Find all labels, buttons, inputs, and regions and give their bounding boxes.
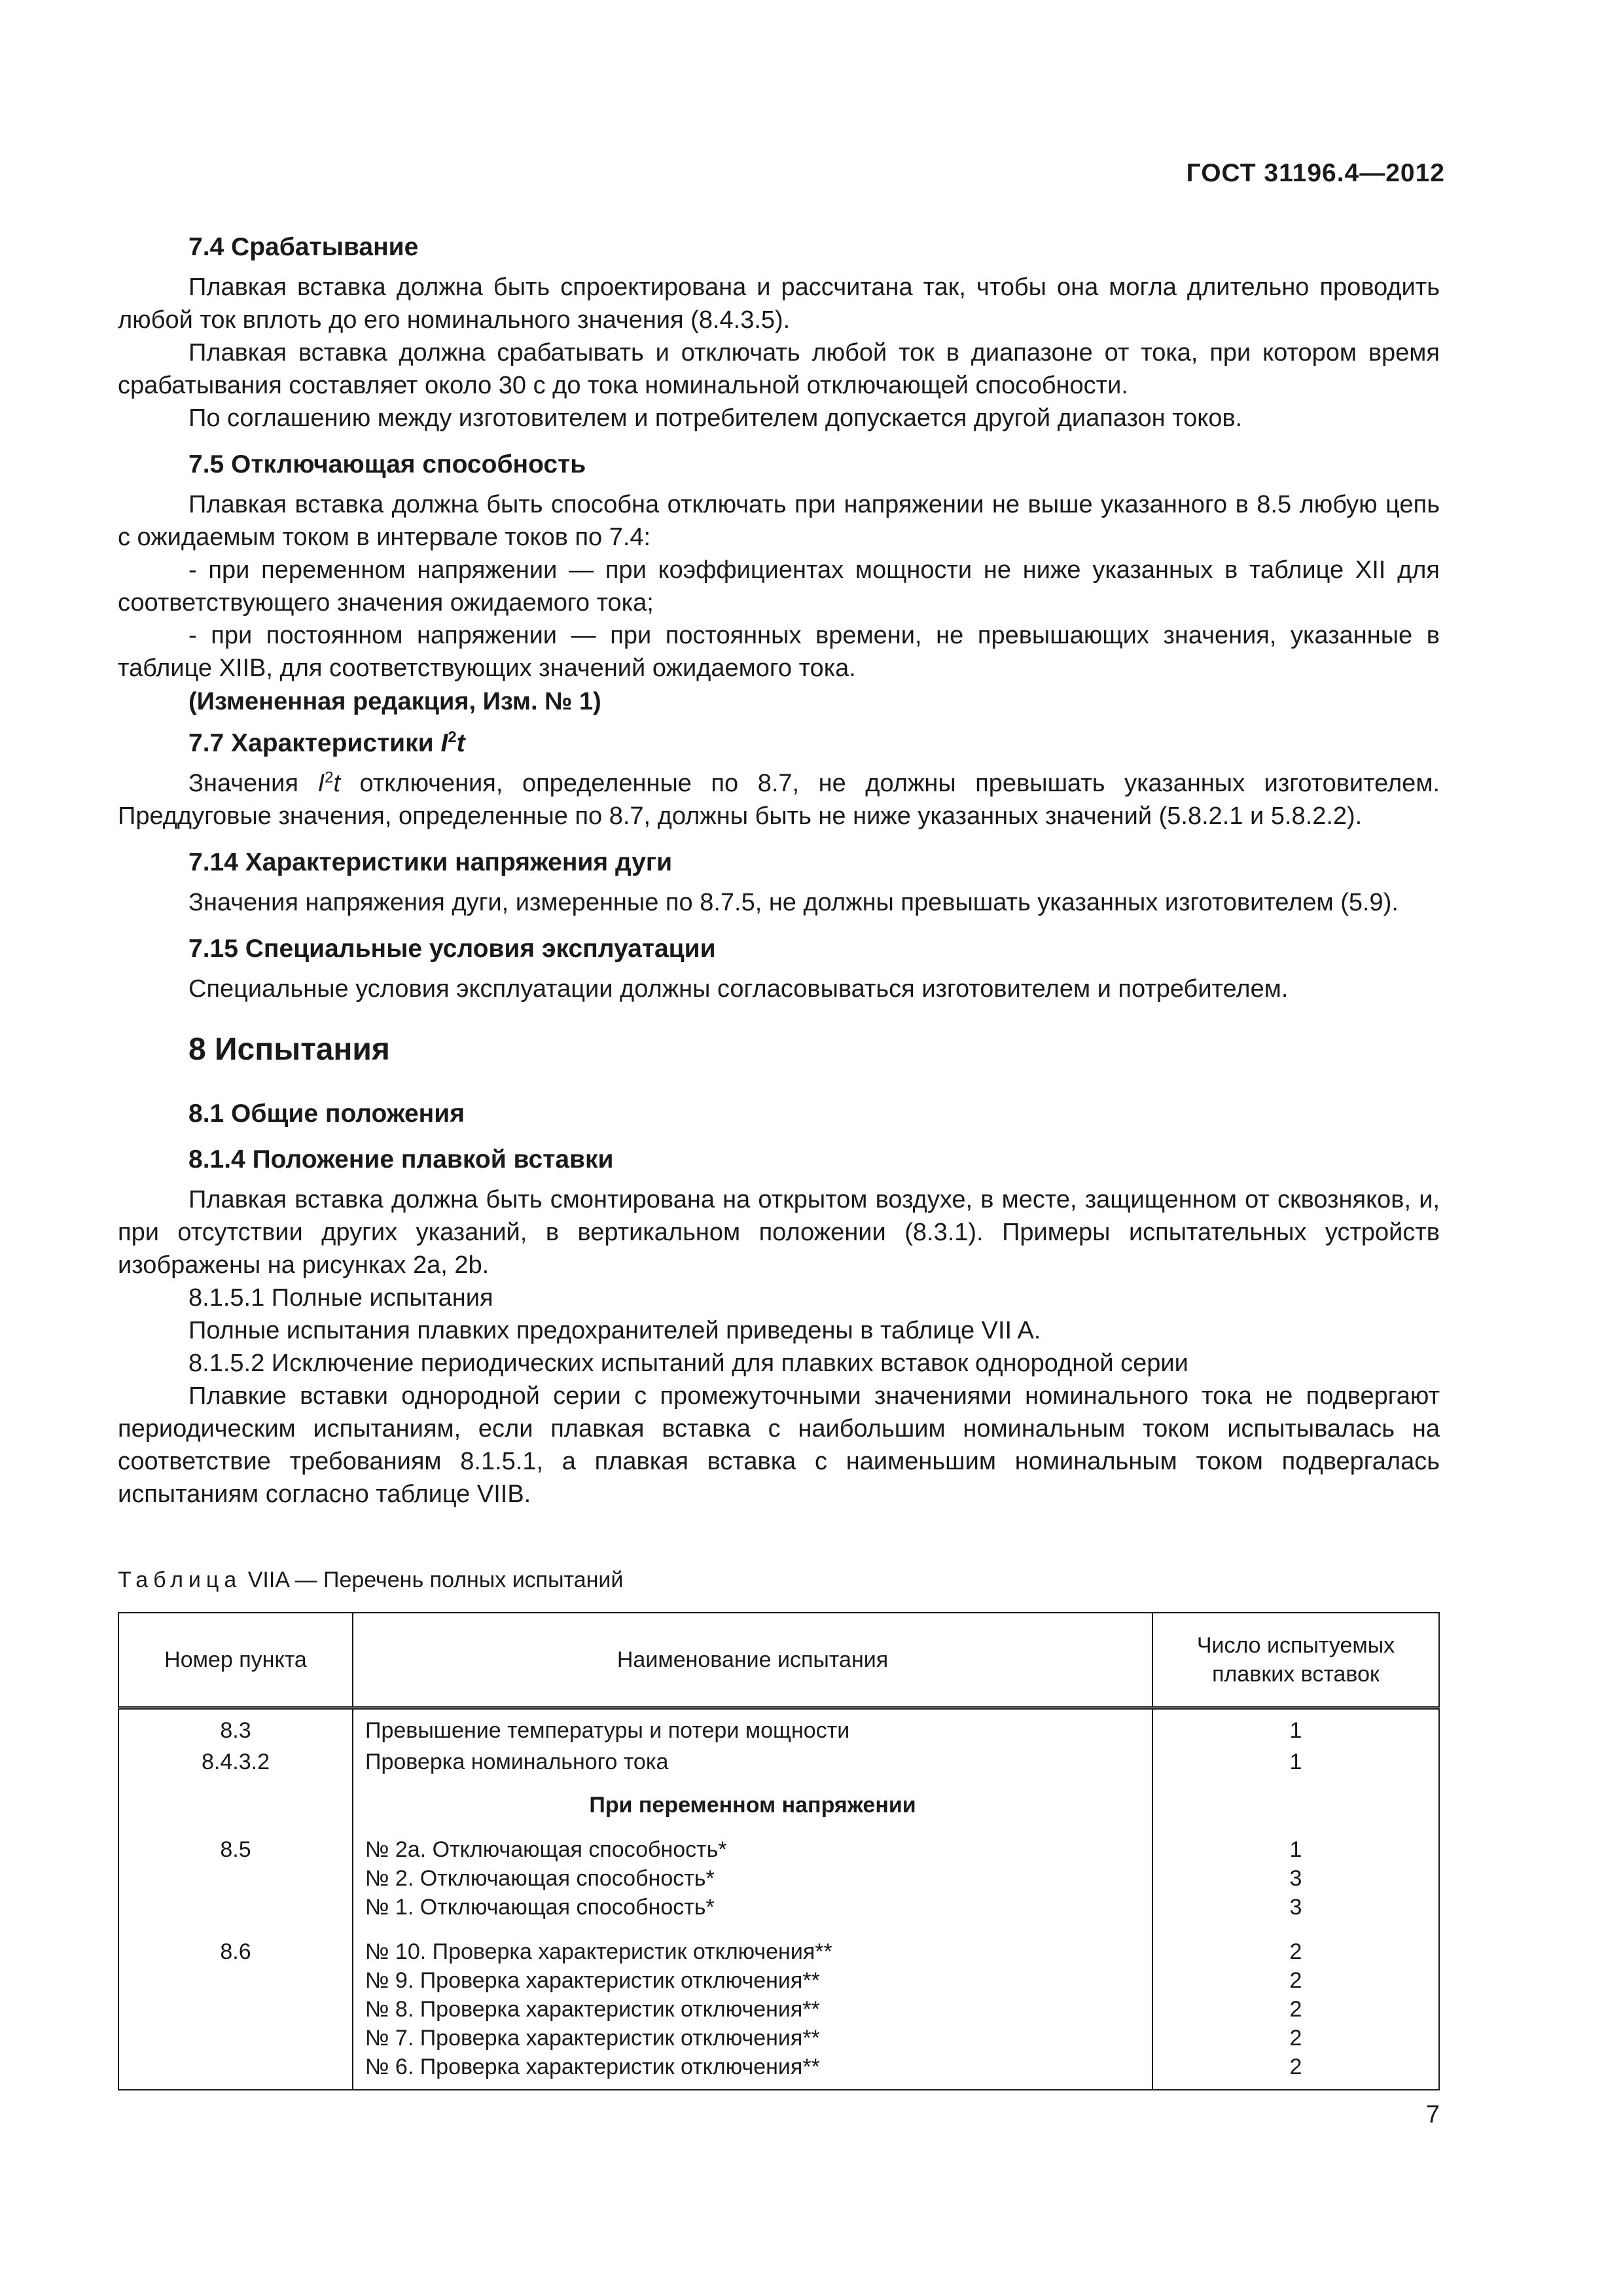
standard-number: ГОСТ 31196.4—2012 [1186,159,1445,187]
section-8-1-5-2-heading: 8.1.5.2 Исключение периодических испытаний для плавких вставок однородной серии [188,1350,1188,1377]
table-row: 8.4.3.2 Проверка номинального тока 1 [118,1746,1439,1778]
section-8-1-5-1-heading: 8.1.5.1 Полные испытания [188,1284,493,1312]
section-8-1-5-1-paragraph: Полные испытания плавких предохранителей приведены в таблице VII A. [188,1317,1041,1344]
table-row: 8.3 Превышение температуры и потери мощности 1 [118,1708,1439,1747]
edit-note: (Измененная редакция, Изм. № 1) [188,688,601,715]
section-7-5-title: 7.5 Отключающая способность [188,450,586,478]
table-subheader-row: При переменном напряжении [118,1778,1439,1834]
table-row-group-8-6: 8.6 № 10. Проверка характеристик отключения** № 9. Проверка характеристик отключения** № 8. Проверка характеристик отключения** № 7. Проверка характеристик отключения** № 6. Проверка характеристик отключения** 2 2 2 2 2 [118,1923,1439,2090]
section-7-4-paragraph-1: Плавкая вставка должна быть спроектирована и рассчитана так, чтобы она могла длительно проводить любой ток вплоть до его номинального значения (8.4.3.5). [118,274,1440,334]
table-caption: Таблица VIIA — Перечень полных испытаний [118,1568,624,1592]
section-7-14-paragraph-1: Значения напряжения дуги, измеренные по 8.7.5, не должны превышать указанных изготовителем (5.9). [188,889,1399,916]
section-7-14-title: 7.14 Характеристики напряжения дуги [188,848,673,876]
document-body [118,229,1440,1511]
section-7-7-paragraph-1: Значения $I^2t$ отключения, определенные по 8.7, не должны превышать указанных изготовителем. Преддуговые значения, определенные по 8.7, должны быть не ниже указанных значений (5.8.2.1 и 5.8.2.2). [118,768,1440,830]
tests-table [118,1612,1440,2090]
section-8-1-4-title: 8.1.4 Положение плавкой вставки [188,1145,614,1174]
section-8-1-4-paragraph-1: Плавкая вставка должна быть смонтирована на открытом воздухе, в месте, защищенном от сквозняков, и, при отсутствии других указаний, в вертикальном положении (8.3.1). Примеры испытательных устройств изображены на рисунках 2а, 2b. [118,1186,1440,1279]
section-7-15-paragraph-1: Специальные условия эксплуатации должны согласовываться изготовителем и потребителем. [188,975,1289,1003]
header-sample-count: Число испытуемых плавких вставок [1152,1613,1439,1708]
section-7-5-paragraph-2: - при переменном напряжении — при коэффициентах мощности не ниже указанных в таблице XII для соответствующего значения ожидаемого тока; [118,556,1440,617]
section-7-4-paragraph-2: Плавкая вставка должна срабатывать и отключать любой ток в диапазоне от тока, при котором время срабатывания составляет около 30 с до тока номинальной отключающей способности. [118,339,1440,399]
section-7-4-title: 7.4 Срабатывание [188,233,419,261]
section-8-1-title: 8.1 Общие положения [188,1100,465,1128]
header-test-name: Наименование испытания [353,1613,1152,1708]
section-7-5-paragraph-1: Плавкая вставка должна быть способна отключать при напряжении не выше указанного в 8.5 любую цепь с ожидаемым током в интервале токов по 7.4: [118,491,1440,551]
section-7-15-title: 7.15 Специальные условия эксплуатации [188,935,716,963]
table-header-row [118,1613,1439,1708]
header-clause-number: Номер пункта [118,1613,353,1708]
section-7-4-paragraph-3: По соглашению между изготовителем и потребителем допускается другой диапазон токов. [188,404,1243,432]
section-8-1-5-2-paragraph: Плавкие вставки однородной серии с промежуточными значениями номинального тока не подвергают периодическим испытаниям, если плавкая вставка с наибольшим номинальным током испытывалась на соответствие требованиям 8.1.5.1, а плавкая вставка с наименьшим номинальным током подвергалась испытаниям согласно таблице VIIB. [118,1382,1440,1508]
section-7-5-paragraph-3: - при постоянном напряжении — при постоянных времени, не превышающих значения, указанные в таблице XIIВ, для соответствующих значений ожидаемого тока. [118,622,1440,682]
table-row-group-8-5: 8.5 № 2а. Отключающая способность* № 2. Отключающая способность* № 1. Отключающая способность* 1 3 3 [118,1834,1439,1923]
section-8-title: 8 Испытания [188,1032,390,1067]
section-7-7-title: 7.7 Характеристики $I^2t$ [188,728,465,757]
page-number: 7 [1425,2101,1440,2128]
